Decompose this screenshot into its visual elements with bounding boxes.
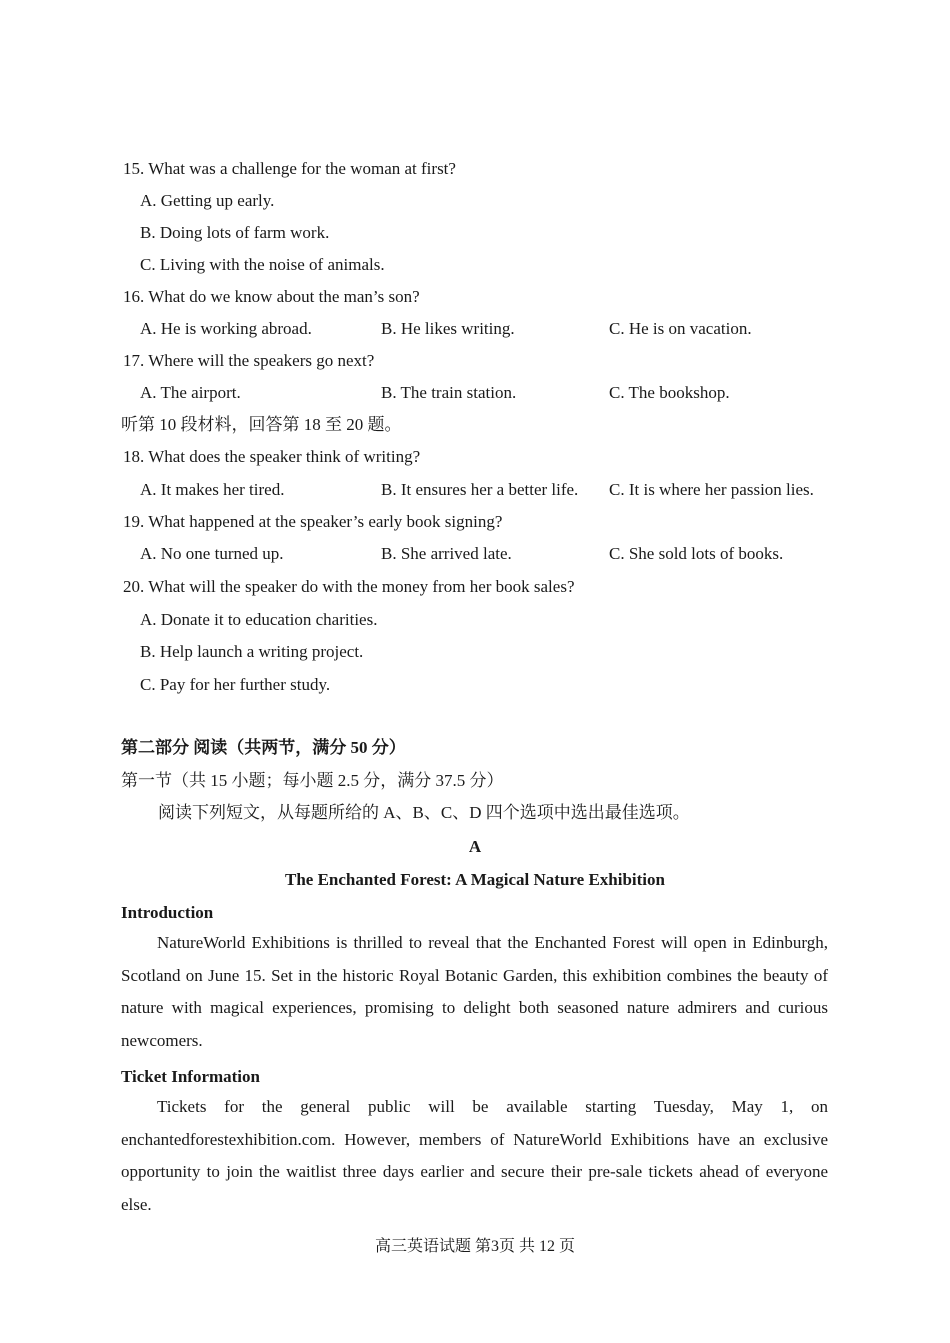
question-17: 17. Where will the speakers go next? — [123, 351, 375, 370]
reading-instructions: 阅读下列短文，从每题所给的 A、B、C、D 四个选项中选出最佳选项。 — [158, 803, 690, 822]
q17-option-b: B. The train station. — [381, 383, 517, 402]
page-footer: 高三英语试题 第3页 共 12 页 — [374, 1238, 575, 1255]
question-18: 18. What does the speaker think of writing? — [123, 447, 421, 466]
q15-option-a: A. Getting up early. — [140, 191, 275, 210]
ticket-information-heading: Ticket Information — [121, 1067, 260, 1086]
ticket-information-paragraph — [121, 1091, 828, 1221]
passage-letter: A — [468, 837, 482, 856]
q17-option-c: C. The bookshop. — [609, 383, 730, 402]
q18-option-b: B. It ensures her a better life. — [381, 480, 579, 499]
question-19: 19. What happened at the speaker’s early book signing? — [123, 512, 503, 531]
question-15: 15. What was a challenge for the woman at first? — [123, 159, 456, 178]
ticket-information-text: Tickets for the general public will be available starting Tuesday, May 1, on enchantedforestexhibition.com. However, members of NatureWorld Exhibitions have an exclusive opportunity to join the waitlist three days earlier and secure their pre-sale tickets ahead of everyone else. — [121, 1097, 828, 1214]
part-two-title: 第二部分 阅读（共两节，满分 50 分） — [121, 738, 406, 757]
q20-option-a: A. Donate it to education charities. — [140, 610, 378, 629]
q15-option-b: B. Doing lots of farm work. — [140, 223, 330, 242]
q19-option-a: A. No one turned up. — [140, 544, 284, 563]
question-16: 16. What do we know about the man’s son? — [123, 287, 420, 306]
passage-title: The Enchanted Forest: A Magical Nature Exhibition — [284, 870, 665, 889]
q16-option-b: B. He likes writing. — [381, 319, 515, 338]
section-one-title: 第一节（共 15 小题；每小题 2.5 分，满分 37.5 分） — [121, 771, 504, 790]
introduction-text: NatureWorld Exhibitions is thrilled to reveal that the Enchanted Forest will open in Edinburgh, Scotland on June 15. Set in the historic Royal Botanic Garden, this exhibition combines the beauty of nature with magical experiences, promising to delight both seasoned nature admirers and curious newcomers. — [121, 933, 828, 1050]
introduction-heading: Introduction — [121, 903, 214, 922]
q19-option-c: C. She sold lots of books. — [609, 544, 784, 563]
question-20: 20. What will the speaker do with the money from her book sales? — [123, 577, 575, 596]
q16-option-a: A. He is working abroad. — [140, 319, 312, 338]
q18-option-a: A. It makes her tired. — [140, 480, 285, 499]
q17-option-a: A. The airport. — [140, 383, 241, 402]
q16-option-c: C. He is on vacation. — [609, 319, 752, 338]
q18-option-c: C. It is where her passion lies. — [609, 480, 814, 499]
q15-option-c: C. Living with the noise of animals. — [140, 255, 385, 274]
q20-option-c: C. Pay for her further study. — [140, 675, 331, 694]
q20-option-b: B. Help launch a writing project. — [140, 642, 364, 661]
listening-section-10-instruction: 听第 10 段材料，回答第 18 至 20 题。 — [121, 415, 402, 434]
q19-option-b: B. She arrived late. — [381, 544, 512, 563]
introduction-paragraph — [121, 927, 828, 1057]
